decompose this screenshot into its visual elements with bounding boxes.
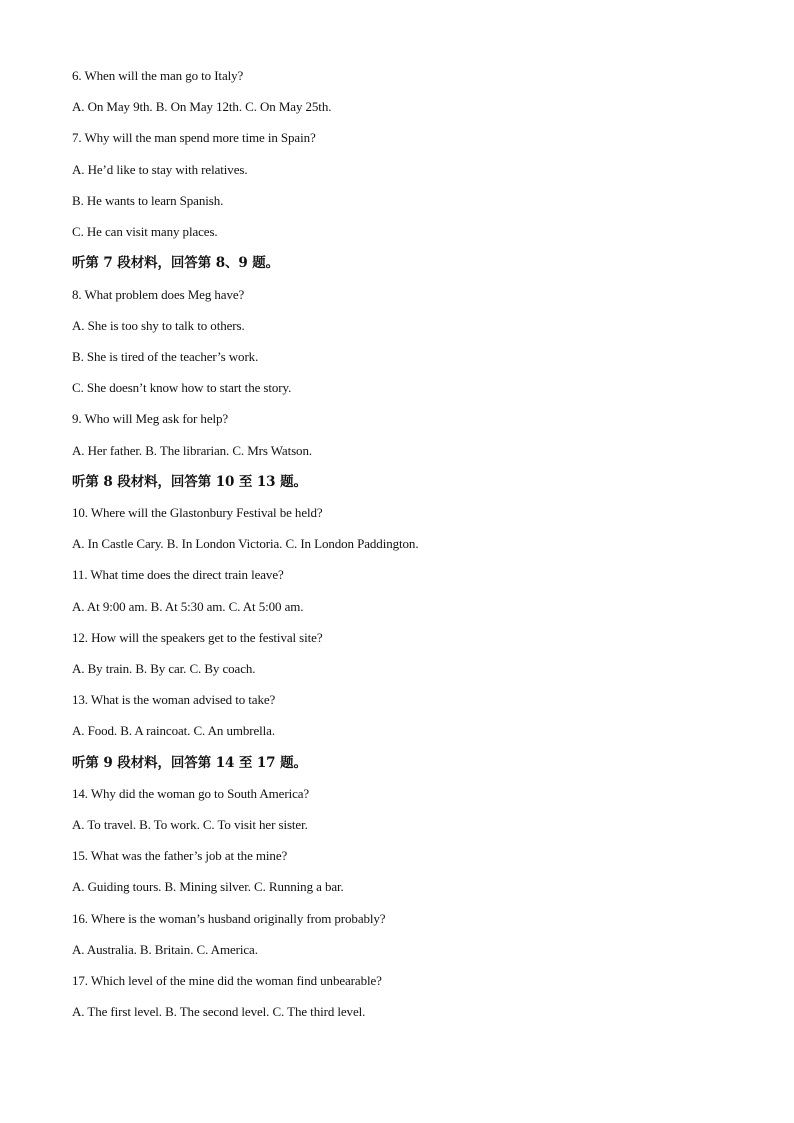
question-16: 16. Where is the woman’s husband originally from probably? [72,911,386,926]
question-7-option-c: C. He can visit many places. [72,224,218,239]
question-11: 11. What time does the direct train leave? [72,567,284,582]
question-15: 15. What was the father’s job at the mine? [72,848,288,863]
section-heading-8: 听第 8 段材料，回答第 10 至 13 题。 [72,474,307,490]
question-13: 13. What is the woman advised to take? [72,692,276,707]
section-heading-9: 听第 9 段材料，回答第 14 至 17 题。 [72,755,307,771]
question-17-options: A. The first level. B. The second level. C. The third level. [72,1004,366,1019]
question-9: 9. Who will Meg ask for help? [72,411,229,426]
question-14: 14. Why did the woman go to South America? [72,786,310,801]
section-heading-7: 听第 7 段材料，回答第 8、9 题。 [72,255,280,271]
question-15-options: A. Guiding tours. B. Mining silver. C. Running a bar. [72,879,344,894]
question-12: 12. How will the speakers get to the festival site? [72,630,323,645]
question-16-options: A. Australia. B. Britain. C. America. [72,942,258,957]
question-8: 8. What problem does Meg have? [72,287,245,302]
question-7: 7. Why will the man spend more time in Spain? [72,130,316,145]
question-7-option-a: A. He’d like to stay with relatives. [72,162,248,177]
question-8-option-a: A. She is too shy to talk to others. [72,318,245,333]
question-12-options: A. By train. B. By car. C. By coach. [72,661,256,676]
question-6: 6. When will the man go to Italy? [72,68,244,83]
question-7-option-b: B. He wants to learn Spanish. [72,193,224,208]
question-6-options: A. On May 9th. B. On May 12th. C. On May 25th. [72,99,332,114]
question-10-options: A. In Castle Cary. B. In London Victoria. C. In London Paddington. [72,536,419,551]
question-11-options: A. At 9:00 am. B. At 5:30 am. C. At 5:00 am. [72,599,304,614]
question-8-option-b: B. She is tired of the teacher’s work. [72,349,259,364]
question-13-options: A. Food. B. A raincoat. C. An umbrella. [72,723,276,738]
question-10: 10. Where will the Glastonbury Festival be held? [72,505,323,520]
question-17: 17. Which level of the mine did the woman find unbearable? [72,973,382,988]
question-14-options: A. To travel. B. To work. C. To visit her sister. [72,817,308,832]
question-9-options: A. Her father. B. The librarian. C. Mrs Watson. [72,443,313,458]
question-8-option-c: C. She doesn’t know how to start the story. [72,380,292,395]
